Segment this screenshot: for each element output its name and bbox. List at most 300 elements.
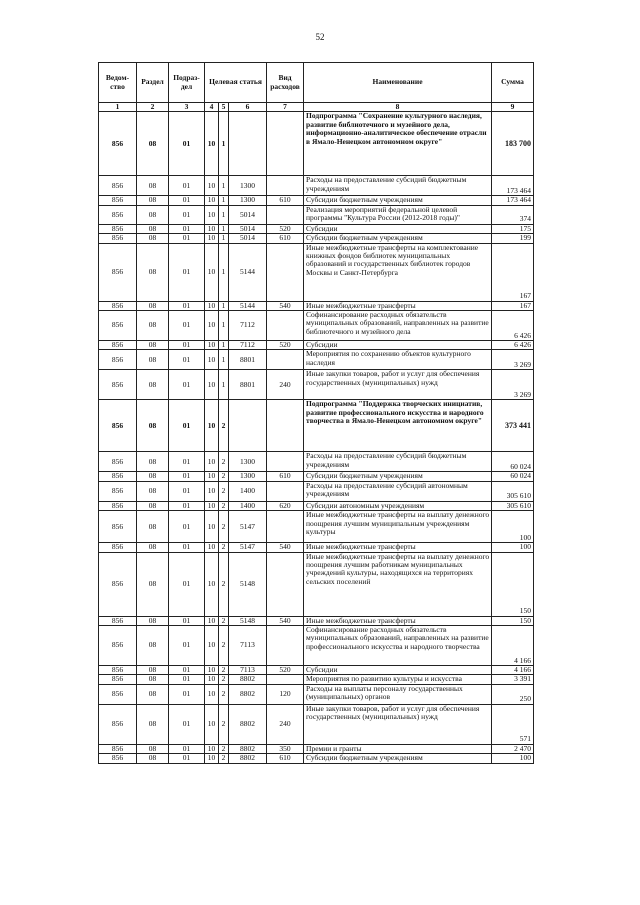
cell-celevaya-1: 10 (205, 311, 219, 341)
cell-summa: 167 (492, 301, 534, 310)
cell-podrazdel: 01 (169, 666, 205, 675)
cell-celevaya-1: 10 (205, 472, 219, 481)
cell-celevaya-1: 10 (205, 511, 219, 543)
cell-podrazdel: 01 (169, 370, 205, 400)
cell-vedomstvo: 856 (99, 341, 137, 350)
cell-celevaya-1: 10 (205, 301, 219, 310)
cell-celevaya-3 (229, 112, 267, 176)
cell-summa: 6 426 (492, 341, 534, 350)
cell-vid-rashodov (267, 511, 304, 543)
table-row (99, 243, 534, 301)
cell-summa: 150 (492, 552, 534, 616)
cell-celevaya-2: 2 (219, 616, 229, 625)
cell-podrazdel: 01 (169, 472, 205, 481)
cell-vid-rashodov (267, 552, 304, 616)
table-row (99, 370, 534, 400)
cell-celevaya-2: 2 (219, 501, 229, 510)
budget-table (98, 62, 534, 764)
cell-vid-rashodov: 620 (267, 501, 304, 510)
cell-celevaya-1: 10 (205, 234, 219, 243)
cell-razdel: 08 (137, 552, 169, 616)
cell-vedomstvo: 856 (99, 666, 137, 675)
cell-naimenovanie: Подпрограмма "Поддержка творческих инициатив, развитие профессионального искусства и народного творчества в Ямало-Ненецком автономном округе" (304, 400, 492, 452)
cell-podrazdel: 01 (169, 112, 205, 176)
cell-podrazdel: 01 (169, 234, 205, 243)
cell-naimenovanie: Субсидии (304, 666, 492, 675)
cell-celevaya-1: 10 (205, 704, 219, 744)
cell-podrazdel: 01 (169, 543, 205, 552)
cell-podrazdel: 01 (169, 452, 205, 472)
cell-summa: 150 (492, 616, 534, 625)
table-row (99, 481, 534, 501)
cell-vedomstvo: 856 (99, 675, 137, 684)
cell-razdel: 08 (137, 350, 169, 370)
table-row (99, 350, 534, 370)
table-row (99, 452, 534, 472)
cell-summa: 3 269 (492, 370, 534, 400)
cell-naimenovanie: Софинансирование расходных обязательств муниципальных образований, направленных на развитие библиотечного и музейного дела (304, 311, 492, 341)
table-row (99, 744, 534, 753)
cell-vedomstvo: 856 (99, 511, 137, 543)
cell-podrazdel: 01 (169, 341, 205, 350)
cell-celevaya-3: 5014 (229, 234, 267, 243)
cell-vedomstvo: 856 (99, 176, 137, 196)
cell-celevaya-3: 8802 (229, 675, 267, 684)
cell-naimenovanie: Субсидии автономным учреждениям (304, 501, 492, 510)
cell-naimenovanie: Иные межбюджетные трансферты на комплектование книжных фондов библиотек муниципальных образований и государственных библиотек городов Москвы и Санкт-Петербурга (304, 243, 492, 301)
cell-vid-rashodov (267, 176, 304, 196)
cell-razdel: 08 (137, 452, 169, 472)
cell-naimenovanie: Иные закупки товаров, работ и услуг для обеспечения государственных (муниципальных) нужд (304, 370, 492, 400)
cell-celevaya-3: 1300 (229, 196, 267, 205)
cell-celevaya-2: 2 (219, 666, 229, 675)
cell-celevaya-2: 2 (219, 744, 229, 753)
header-razdel: Раздел (137, 63, 169, 103)
cell-vid-rashodov (267, 205, 304, 224)
cell-naimenovanie: Субсидии бюджетным учреждениям (304, 196, 492, 205)
cell-celevaya-3: 8801 (229, 370, 267, 400)
cell-naimenovanie: Софинансирование расходных обязательств муниципальных образований, направленных на развитие профессионального искусства и народного творчества (304, 626, 492, 666)
header-vedomstvo: Ведом-ство (99, 63, 137, 103)
cell-celevaya-3: 8802 (229, 744, 267, 753)
cell-vedomstvo: 856 (99, 196, 137, 205)
cell-vid-rashodov: 520 (267, 224, 304, 233)
table-row (99, 675, 534, 684)
cell-celevaya-3: 5144 (229, 243, 267, 301)
cell-vid-rashodov: 610 (267, 754, 304, 763)
cell-celevaya-2: 2 (219, 452, 229, 472)
table-row (99, 196, 534, 205)
cell-podrazdel: 01 (169, 684, 205, 704)
header-vid-rashodov: Вид расходов (267, 63, 304, 103)
table-row (99, 205, 534, 224)
cell-summa: 3 269 (492, 350, 534, 370)
cell-summa: 571 (492, 704, 534, 744)
cell-celevaya-3: 7112 (229, 311, 267, 341)
cell-celevaya-1: 10 (205, 176, 219, 196)
cell-razdel: 08 (137, 196, 169, 205)
cell-razdel: 08 (137, 301, 169, 310)
cell-naimenovanie: Расходы на предоставление субсидий автономным учреждениям (304, 481, 492, 501)
cell-podrazdel: 01 (169, 626, 205, 666)
cell-celevaya-3: 1300 (229, 176, 267, 196)
cell-celevaya-2: 2 (219, 675, 229, 684)
cell-celevaya-1: 10 (205, 341, 219, 350)
cell-podrazdel: 01 (169, 176, 205, 196)
cell-vid-rashodov: 540 (267, 543, 304, 552)
cell-celevaya-2: 2 (219, 626, 229, 666)
cell-celevaya-2: 1 (219, 311, 229, 341)
table-row (99, 754, 534, 763)
cell-razdel: 08 (137, 311, 169, 341)
cell-celevaya-1: 10 (205, 501, 219, 510)
table-row (99, 311, 534, 341)
cell-celevaya-3: 5148 (229, 552, 267, 616)
cell-celevaya-2: 1 (219, 301, 229, 310)
cell-vid-rashodov (267, 452, 304, 472)
cell-vid-rashodov: 610 (267, 196, 304, 205)
cell-celevaya-2: 1 (219, 205, 229, 224)
page-number: 52 (315, 32, 325, 42)
cell-celevaya-2: 2 (219, 400, 229, 452)
cell-celevaya-1: 10 (205, 452, 219, 472)
table-row (99, 472, 534, 481)
cell-summa: 374 (492, 205, 534, 224)
cell-celevaya-2: 2 (219, 754, 229, 763)
cell-vid-rashodov (267, 350, 304, 370)
cell-celevaya-3: 1400 (229, 481, 267, 501)
cell-naimenovanie: Субсидии бюджетным учреждениям (304, 472, 492, 481)
cell-vedomstvo: 856 (99, 626, 137, 666)
cell-vid-rashodov (267, 311, 304, 341)
cell-podrazdel: 01 (169, 350, 205, 370)
cell-razdel: 08 (137, 176, 169, 196)
cell-celevaya-2: 2 (219, 543, 229, 552)
cell-summa: 4 166 (492, 626, 534, 666)
cell-naimenovanie: Премии и гранты (304, 744, 492, 753)
cell-summa: 6 426 (492, 311, 534, 341)
table-row (99, 341, 534, 350)
cell-vedomstvo: 856 (99, 400, 137, 452)
cell-celevaya-3: 7113 (229, 666, 267, 675)
cell-vedomstvo: 856 (99, 744, 137, 753)
cell-vid-rashodov: 540 (267, 301, 304, 310)
cell-celevaya-3: 5147 (229, 511, 267, 543)
header-row (99, 63, 534, 103)
cell-celevaya-1: 10 (205, 616, 219, 625)
cell-celevaya-3: 1300 (229, 472, 267, 481)
cell-podrazdel: 01 (169, 301, 205, 310)
cell-razdel: 08 (137, 666, 169, 675)
cell-naimenovanie: Мероприятия по развитию культуры и искусства (304, 675, 492, 684)
cell-vedomstvo: 856 (99, 472, 137, 481)
cell-celevaya-1: 10 (205, 744, 219, 753)
column-index: 7 (267, 103, 304, 112)
cell-celevaya-3: 5014 (229, 224, 267, 233)
cell-razdel: 08 (137, 341, 169, 350)
cell-summa: 183 700 (492, 112, 534, 176)
column-index: 9 (492, 103, 534, 112)
cell-celevaya-2: 1 (219, 341, 229, 350)
column-index: 3 (169, 103, 205, 112)
cell-celevaya-2: 1 (219, 243, 229, 301)
column-index-row (99, 103, 534, 112)
cell-celevaya-1: 10 (205, 481, 219, 501)
cell-vid-rashodov: 540 (267, 616, 304, 625)
cell-celevaya-3: 8802 (229, 704, 267, 744)
cell-summa: 373 441 (492, 400, 534, 452)
cell-vedomstvo: 856 (99, 452, 137, 472)
cell-celevaya-3 (229, 400, 267, 452)
cell-vid-rashodov: 240 (267, 370, 304, 400)
cell-podrazdel: 01 (169, 552, 205, 616)
table-row (99, 176, 534, 196)
cell-celevaya-3: 5147 (229, 543, 267, 552)
cell-naimenovanie: Реализация мероприятий федеральной целевой программы "Культура России (2012-2018 годы)" (304, 205, 492, 224)
cell-celevaya-1: 10 (205, 666, 219, 675)
table-row (99, 501, 534, 510)
cell-naimenovanie: Подпрограмма "Сохранение культурного наследия, развитие библиотечного и музейного дела, информационно-аналитическое обеспечение отрасли в Ямало-Ненецком автономном округе" (304, 112, 492, 176)
table-row (99, 543, 534, 552)
cell-vedomstvo: 856 (99, 311, 137, 341)
cell-vid-rashodov (267, 243, 304, 301)
cell-celevaya-3: 1300 (229, 452, 267, 472)
cell-razdel: 08 (137, 626, 169, 666)
table-row (99, 704, 534, 744)
cell-celevaya-1: 10 (205, 552, 219, 616)
cell-celevaya-2: 1 (219, 350, 229, 370)
cell-vedomstvo: 856 (99, 112, 137, 176)
header-podrazdel: Подраз-дел (169, 63, 205, 103)
cell-celevaya-1: 10 (205, 626, 219, 666)
table-row (99, 511, 534, 543)
cell-celevaya-3: 5148 (229, 616, 267, 625)
cell-vid-rashodov: 240 (267, 704, 304, 744)
cell-podrazdel: 01 (169, 224, 205, 233)
cell-razdel: 08 (137, 616, 169, 625)
cell-razdel: 08 (137, 481, 169, 501)
cell-summa: 175 (492, 224, 534, 233)
cell-celevaya-3: 8802 (229, 684, 267, 704)
cell-razdel: 08 (137, 675, 169, 684)
table-row (99, 626, 534, 666)
cell-celevaya-2: 1 (219, 234, 229, 243)
cell-naimenovanie: Иные межбюджетные трансферты (304, 543, 492, 552)
cell-vedomstvo: 856 (99, 704, 137, 744)
cell-razdel: 08 (137, 400, 169, 452)
cell-vid-rashodov: 610 (267, 234, 304, 243)
cell-razdel: 08 (137, 472, 169, 481)
cell-celevaya-1: 10 (205, 370, 219, 400)
cell-vid-rashodov (267, 675, 304, 684)
cell-celevaya-2: 2 (219, 684, 229, 704)
cell-podrazdel: 01 (169, 400, 205, 452)
table-row (99, 112, 534, 176)
cell-summa: 305 610 (492, 481, 534, 501)
cell-podrazdel: 01 (169, 501, 205, 510)
cell-podrazdel: 01 (169, 744, 205, 753)
cell-razdel: 08 (137, 224, 169, 233)
table-row (99, 684, 534, 704)
cell-celevaya-1: 10 (205, 684, 219, 704)
cell-podrazdel: 01 (169, 243, 205, 301)
column-index: 1 (99, 103, 137, 112)
cell-vedomstvo: 856 (99, 205, 137, 224)
cell-summa: 3 391 (492, 675, 534, 684)
cell-podrazdel: 01 (169, 704, 205, 744)
cell-celevaya-2: 2 (219, 511, 229, 543)
cell-celevaya-2: 1 (219, 224, 229, 233)
cell-vedomstvo: 856 (99, 684, 137, 704)
cell-podrazdel: 01 (169, 675, 205, 684)
table-row (99, 616, 534, 625)
cell-celevaya-1: 10 (205, 675, 219, 684)
cell-naimenovanie: Иные закупки товаров, работ и услуг для обеспечения государственных (муниципальных) нужд (304, 704, 492, 744)
cell-vid-rashodov (267, 481, 304, 501)
cell-razdel: 08 (137, 684, 169, 704)
cell-naimenovanie: Субсидии (304, 224, 492, 233)
cell-naimenovanie: Иные межбюджетные трансферты (304, 616, 492, 625)
cell-vedomstvo: 856 (99, 224, 137, 233)
cell-vedomstvo: 856 (99, 616, 137, 625)
cell-summa: 4 166 (492, 666, 534, 675)
cell-razdel: 08 (137, 744, 169, 753)
table-row (99, 301, 534, 310)
cell-razdel: 08 (137, 754, 169, 763)
header-celevaya-statya: Целевая статья (205, 63, 267, 103)
cell-podrazdel: 01 (169, 616, 205, 625)
cell-celevaya-1: 10 (205, 112, 219, 176)
cell-podrazdel: 01 (169, 754, 205, 763)
cell-naimenovanie: Иные межбюджетные трансферты на выплату денежного поощрения лучшим работникам муниципальных учреждений культуры, находящихся на территориях сельских поселений (304, 552, 492, 616)
cell-celevaya-1: 10 (205, 350, 219, 370)
cell-razdel: 08 (137, 205, 169, 224)
cell-vedomstvo: 856 (99, 501, 137, 510)
cell-naimenovanie: Расходы на предоставление субсидий бюджетным учреждениям (304, 452, 492, 472)
cell-celevaya-2: 2 (219, 552, 229, 616)
cell-vid-rashodov (267, 626, 304, 666)
cell-podrazdel: 01 (169, 205, 205, 224)
cell-summa: 167 (492, 243, 534, 301)
cell-razdel: 08 (137, 543, 169, 552)
cell-summa: 100 (492, 543, 534, 552)
cell-celevaya-1: 10 (205, 205, 219, 224)
cell-celevaya-1: 10 (205, 400, 219, 452)
cell-vid-rashodov (267, 112, 304, 176)
cell-razdel: 08 (137, 501, 169, 510)
cell-summa: 250 (492, 684, 534, 704)
cell-celevaya-1: 10 (205, 196, 219, 205)
table-row (99, 234, 534, 243)
cell-razdel: 08 (137, 243, 169, 301)
cell-razdel: 08 (137, 704, 169, 744)
cell-celevaya-3: 1400 (229, 501, 267, 510)
cell-vedomstvo: 856 (99, 370, 137, 400)
cell-naimenovanie: Расходы на выплаты персоналу государственных (муниципальных) органов (304, 684, 492, 704)
cell-podrazdel: 01 (169, 481, 205, 501)
cell-vedomstvo: 856 (99, 552, 137, 616)
cell-vid-rashodov: 350 (267, 744, 304, 753)
cell-razdel: 08 (137, 511, 169, 543)
cell-celevaya-2: 2 (219, 472, 229, 481)
cell-vid-rashodov: 120 (267, 684, 304, 704)
cell-celevaya-2: 1 (219, 196, 229, 205)
cell-celevaya-2: 1 (219, 112, 229, 176)
cell-podrazdel: 01 (169, 311, 205, 341)
cell-razdel: 08 (137, 234, 169, 243)
cell-summa: 100 (492, 754, 534, 763)
cell-vedomstvo: 856 (99, 301, 137, 310)
cell-vedomstvo: 856 (99, 754, 137, 763)
cell-celevaya-2: 1 (219, 176, 229, 196)
cell-summa: 305 610 (492, 501, 534, 510)
cell-celevaya-1: 10 (205, 754, 219, 763)
column-index: 8 (304, 103, 492, 112)
cell-celevaya-1: 10 (205, 224, 219, 233)
cell-razdel: 08 (137, 370, 169, 400)
cell-celevaya-3: 8801 (229, 350, 267, 370)
cell-celevaya-2: 2 (219, 481, 229, 501)
cell-celevaya-1: 10 (205, 543, 219, 552)
cell-vedomstvo: 856 (99, 543, 137, 552)
cell-vedomstvo: 856 (99, 350, 137, 370)
cell-summa: 2 470 (492, 744, 534, 753)
column-index: 5 (219, 103, 229, 112)
cell-summa: 60 024 (492, 472, 534, 481)
cell-naimenovanie: Субсидии бюджетным учреждениям (304, 234, 492, 243)
column-index: 4 (205, 103, 219, 112)
cell-naimenovanie: Иные межбюджетные трансферты (304, 301, 492, 310)
cell-celevaya-3: 8802 (229, 754, 267, 763)
cell-vid-rashodov: 520 (267, 666, 304, 675)
cell-celevaya-3: 7113 (229, 626, 267, 666)
cell-summa: 173 464 (492, 176, 534, 196)
table-row (99, 224, 534, 233)
cell-naimenovanie: Иные межбюджетные трансферты на выплату денежного поощрения лучшим муниципальным учреждениям культуры (304, 511, 492, 543)
cell-vid-rashodov: 520 (267, 341, 304, 350)
cell-celevaya-2: 2 (219, 704, 229, 744)
cell-celevaya-3: 5014 (229, 205, 267, 224)
cell-celevaya-1: 10 (205, 243, 219, 301)
cell-vedomstvo: 856 (99, 481, 137, 501)
table-row (99, 400, 534, 452)
cell-naimenovanie: Субсидии бюджетным учреждениям (304, 754, 492, 763)
cell-naimenovanie: Мероприятия по сохранению объектов культурного наследия (304, 350, 492, 370)
cell-naimenovanie: Субсидии (304, 341, 492, 350)
cell-celevaya-3: 7112 (229, 341, 267, 350)
cell-vid-rashodov: 610 (267, 472, 304, 481)
column-index: 2 (137, 103, 169, 112)
cell-celevaya-3: 5144 (229, 301, 267, 310)
cell-vedomstvo: 856 (99, 234, 137, 243)
table-body (99, 63, 534, 764)
header-naimenovanie: Наименование (304, 63, 492, 103)
table-row (99, 666, 534, 675)
cell-summa: 60 024 (492, 452, 534, 472)
cell-summa: 173 464 (492, 196, 534, 205)
column-index: 6 (229, 103, 267, 112)
cell-naimenovanie: Расходы на предоставление субсидий бюджетным учреждениям (304, 176, 492, 196)
cell-summa: 100 (492, 511, 534, 543)
cell-vid-rashodov (267, 400, 304, 452)
table-row (99, 552, 534, 616)
cell-podrazdel: 01 (169, 196, 205, 205)
cell-celevaya-2: 1 (219, 370, 229, 400)
cell-razdel: 08 (137, 112, 169, 176)
cell-summa: 199 (492, 234, 534, 243)
cell-vedomstvo: 856 (99, 243, 137, 301)
header-summa: Сумма (492, 63, 534, 103)
